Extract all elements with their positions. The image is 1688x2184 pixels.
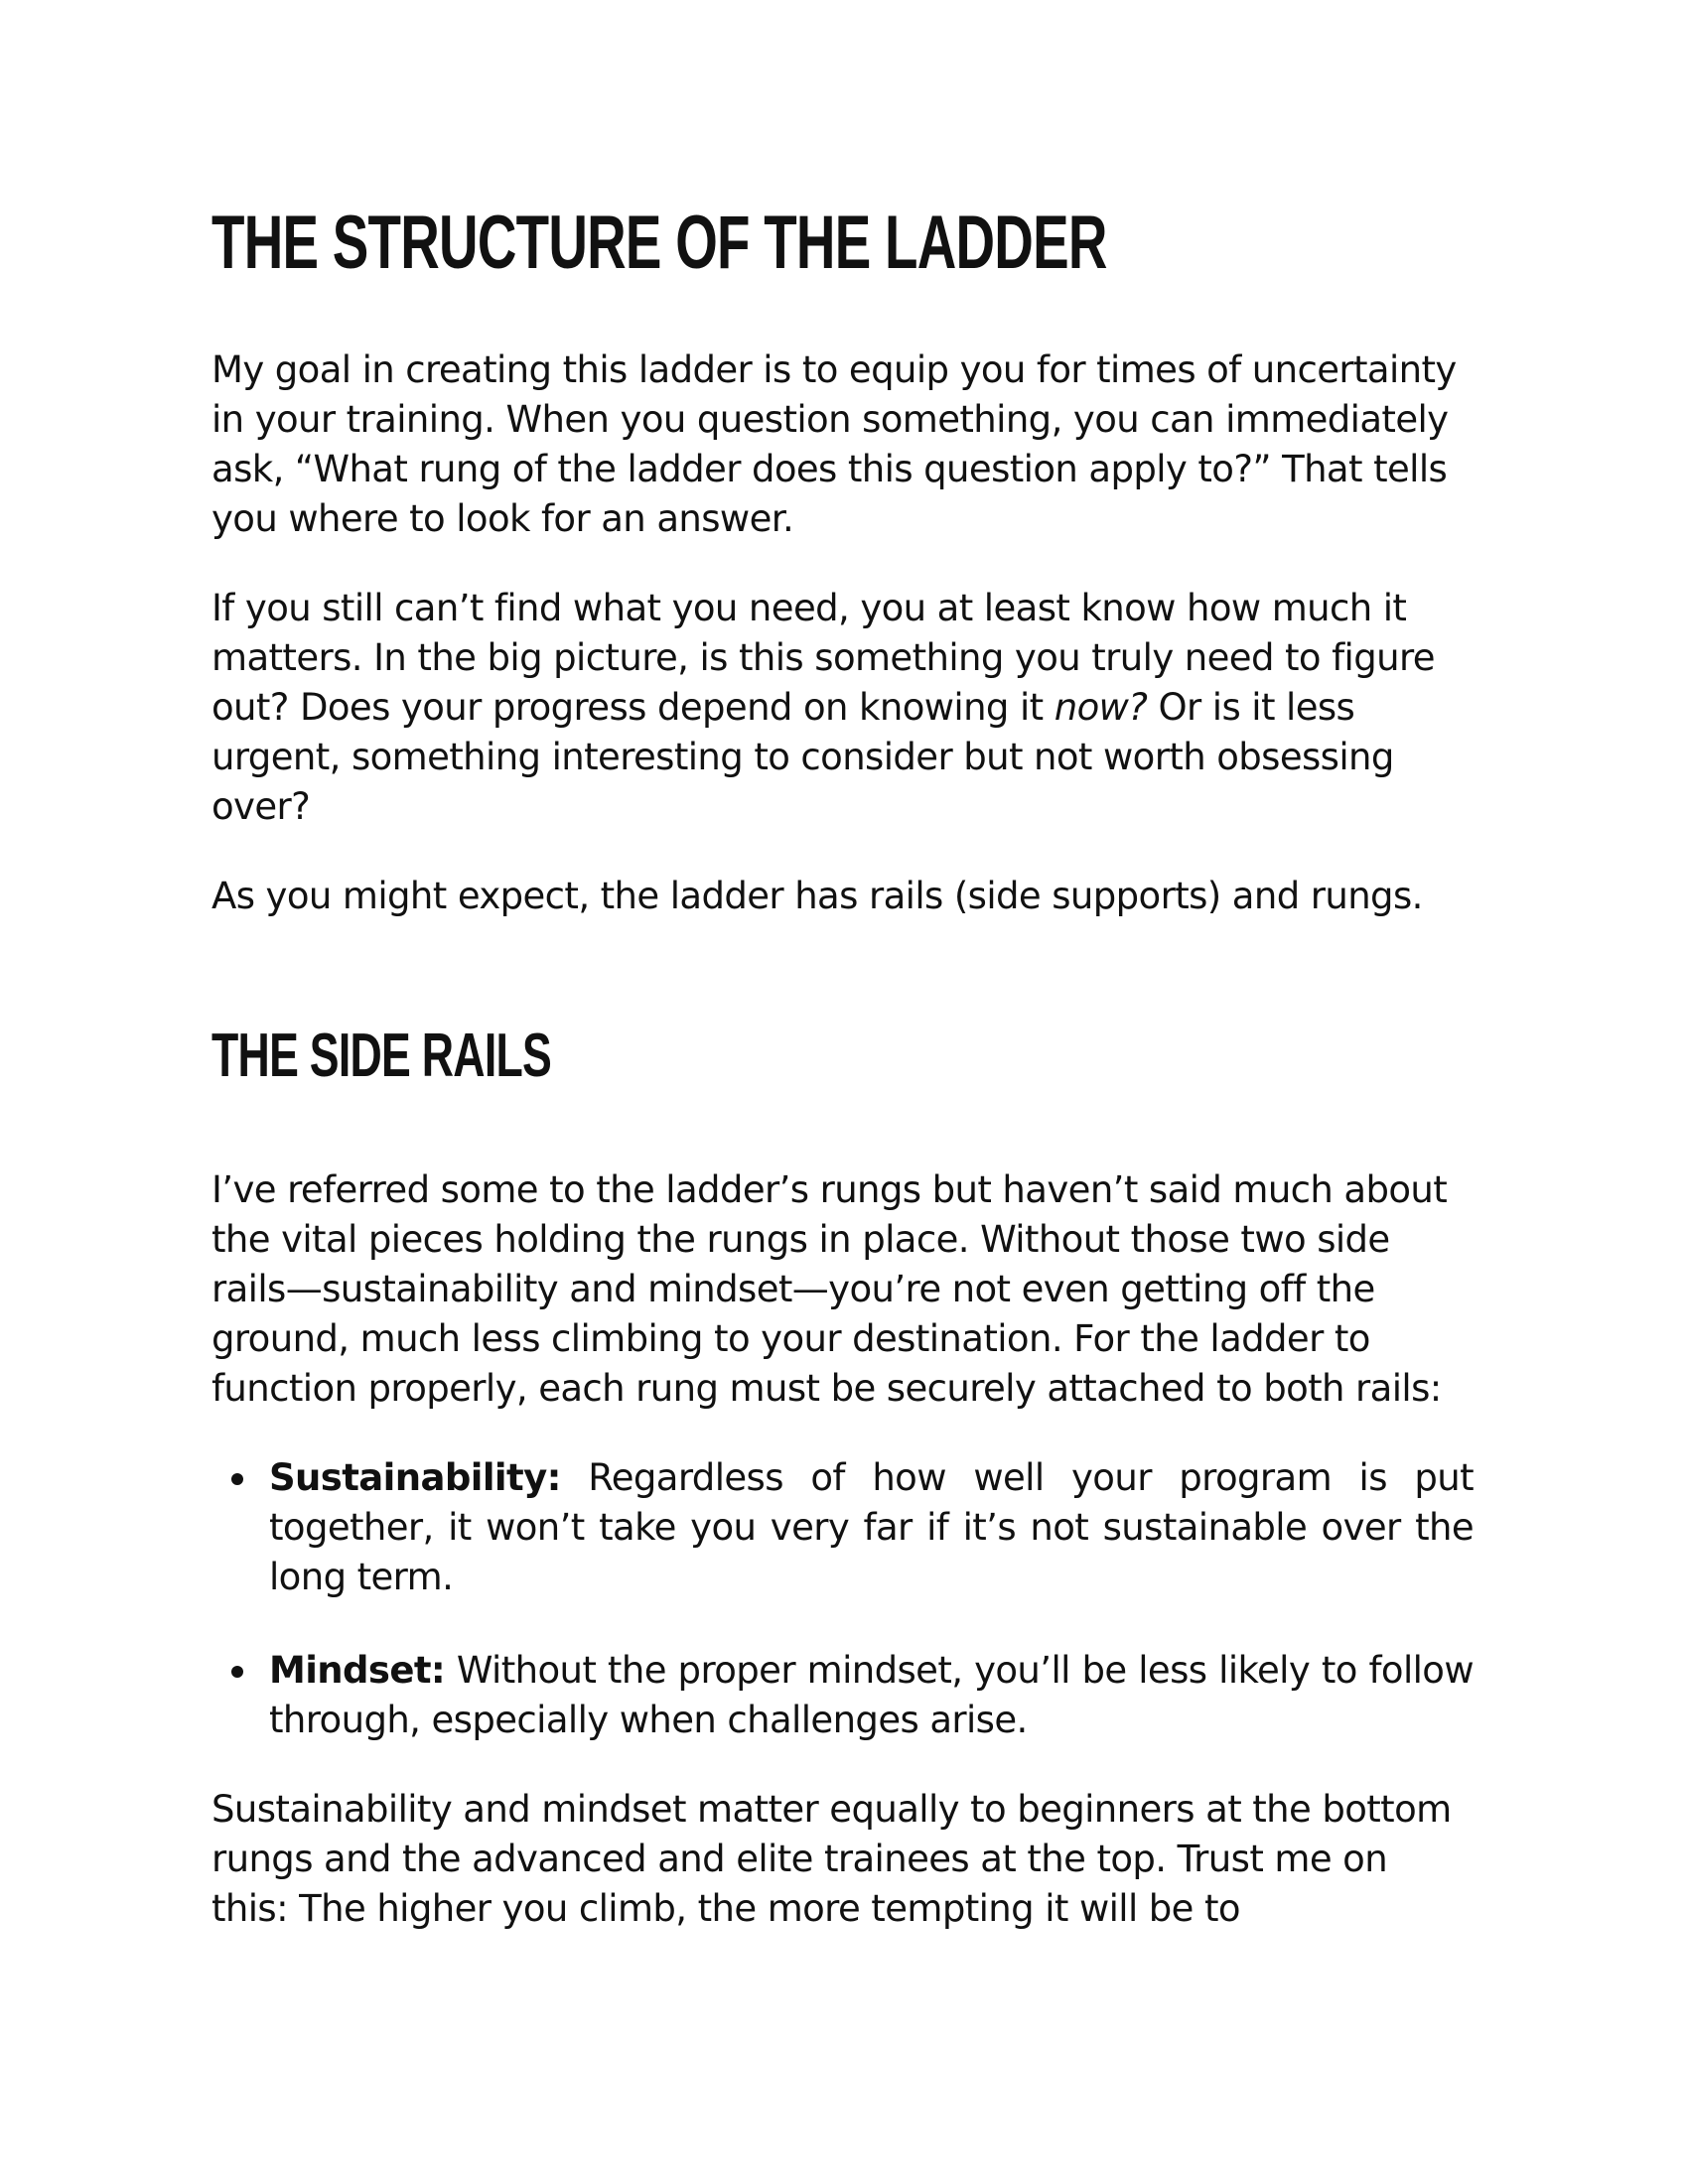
section-heading-wrapper [211,1019,1482,1094]
paragraph-big-picture-rest: Or is it less urgent, something interesting to consider but not worth obsessing over? [211,686,1394,828]
list-item-mindset [211,1646,1474,1745]
side-rails-list [211,1453,1482,1745]
term-mindset: Mindset: [269,1649,446,1692]
bullet-icon [231,1473,243,1485]
definition-mindset: Without the proper mindset, you’ll be less likely to follow through, especially when challenges arise. [269,1649,1474,1741]
list-item-sustainability [211,1453,1474,1602]
paragraph-big-picture-text: If you still can’t find what you need, you at least know how much it matters. In the big picture, is this something you truly need to figure out? Does your progress depend on knowing it [211,587,1435,729]
paragraph-goal: My goal in creating this ladder is to equip you for times of uncertainty in your training. When you question something, you can immediately ask, “What rung of the ladder does this question apply to?” That tells you where to look for an answer. [211,348,1457,540]
section-heading-wrapper [211,199,1482,288]
paragraph-rails-and-rungs: As you might expect, the ladder has rails (side supports) and rungs. [211,875,1423,917]
term-sustainability: Sustainability: [269,1456,561,1499]
section-heading-structure: THE STRUCTURE OF THE LADDER [211,201,1107,285]
paragraph-big-picture [211,584,1473,832]
emphasis-now: now? [1054,686,1148,729]
paragraph-closing: Sustainability and mindset matter equally to beginners at the bottom rungs and the advanced and elite trainees at the top. Trust me on this: The higher you climb, the more tempting it will be to [211,1788,1452,1930]
section-heading-side-rails: THE SIDE RAILS [211,1022,552,1090]
document-page [211,199,1482,1934]
definition-sustainability: Regardless of how well your program is put together, it won’t take you very far if it’s not sustainable over the long term. [269,1456,1474,1598]
paragraph-side-rails-intro: I’ve referred some to the ladder’s rungs but haven’t said much about the vital pieces holding the rungs in place. Without those two side rails—sustainability and mindset—you’re not even getting off the ground, much less climbing to your destination. For the ladder to function properly, each rung must be securely attached to both rails: [211,1168,1448,1410]
bullet-icon [231,1666,243,1678]
